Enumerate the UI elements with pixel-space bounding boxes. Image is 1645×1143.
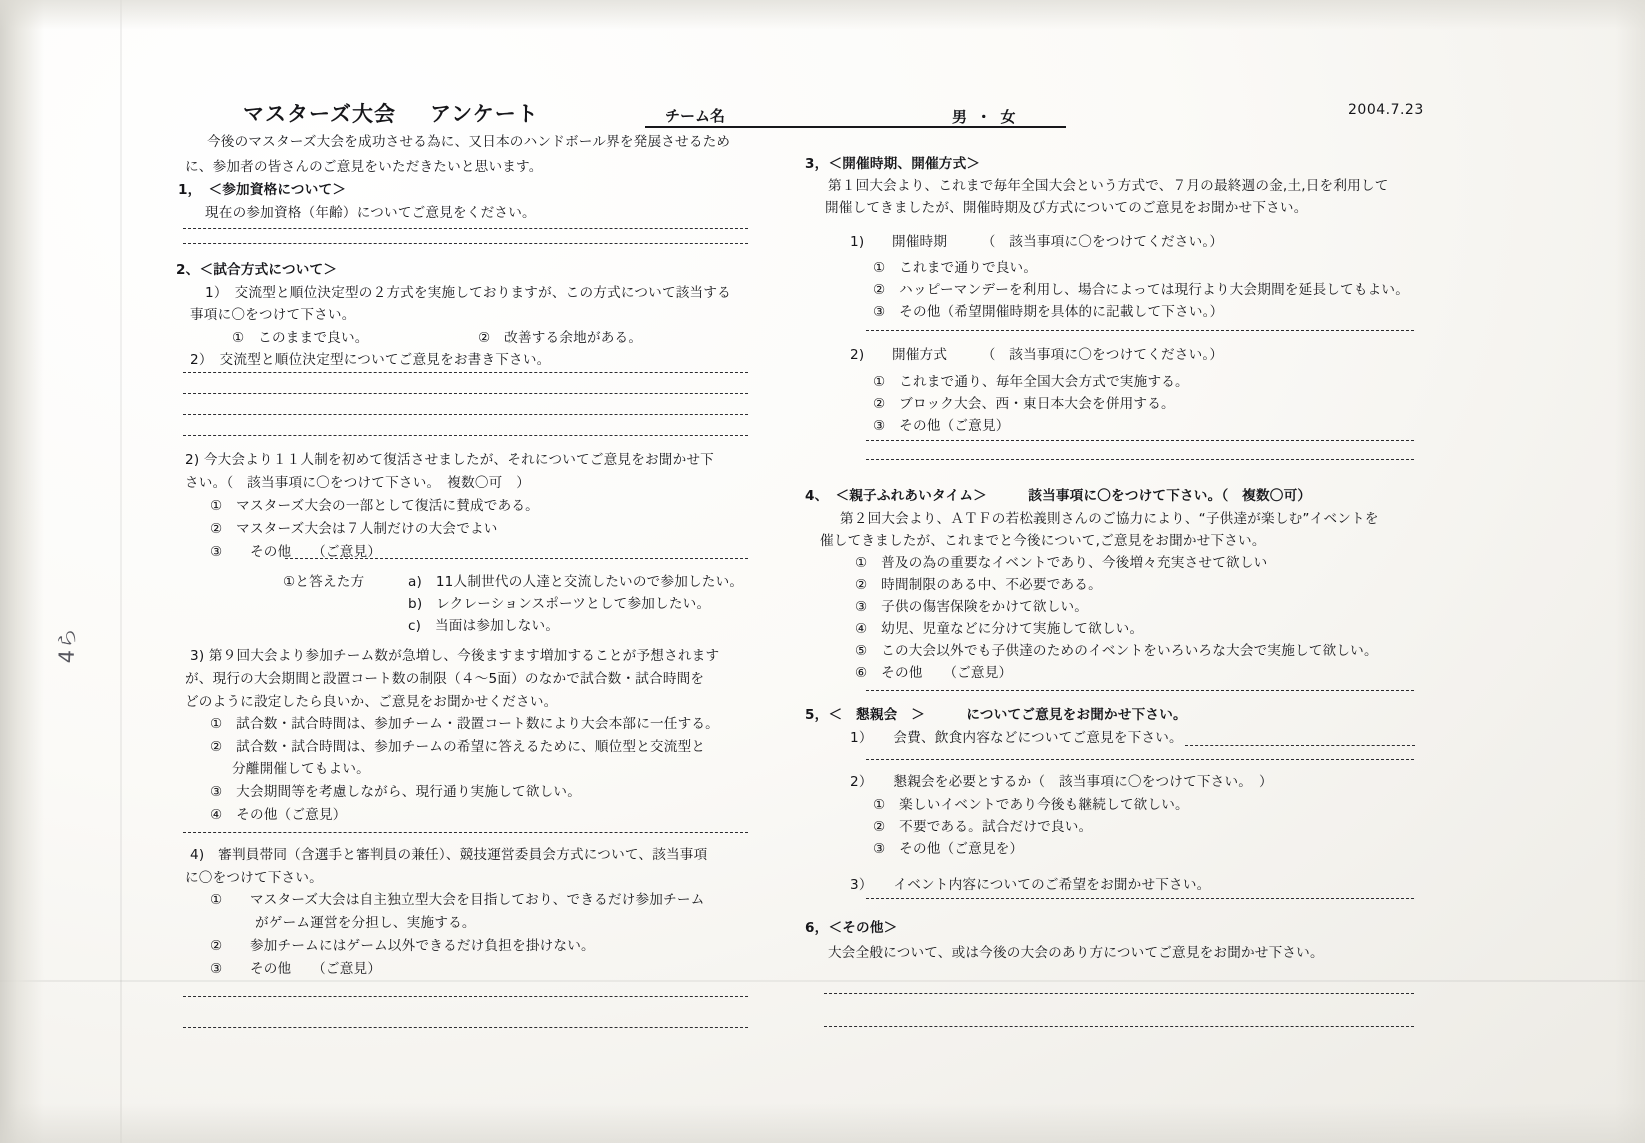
answer-line[interactable] xyxy=(866,759,1414,760)
answer-line[interactable] xyxy=(183,435,748,436)
q3-sub2-option-2[interactable]: ② ブロック大会、西・東日本大会を併用する。 xyxy=(873,396,1175,412)
title-main: マスターズ大会 xyxy=(243,102,396,126)
q2-sub4-option-1[interactable]: ① 試合数・試合時間は、参加チーム・設置コート数により大会本部に一任する。 xyxy=(210,716,719,732)
q2-heading: 2、＜試合方式について＞ xyxy=(176,262,338,278)
q2-branch-option-c[interactable]: c) 当面は参加しない。 xyxy=(408,618,560,634)
q3-sub1-option-1[interactable]: ① これまで通りで良い。 xyxy=(873,260,1038,276)
q2-sub4-line-1: 3) 第９回大会より参加チーム数が急増し、今後ますます増加することが予想されます xyxy=(190,648,720,664)
q2-sub4-option-4[interactable]: ④ その他（ご意見） xyxy=(210,807,347,823)
answer-line[interactable] xyxy=(285,558,748,559)
q3-sub1-option-2[interactable]: ② ハッピーマンデーを利用し、場合によっては現行より大会期間を延長してもよい。 xyxy=(873,282,1410,298)
q6-heading: 6，＜その他＞ xyxy=(805,920,898,936)
answer-line[interactable] xyxy=(866,898,1414,899)
scan-edge-shadow-right xyxy=(1615,0,1645,1143)
q4-option-2[interactable]: ② 時間制限のある中、不必要である。 xyxy=(855,577,1102,593)
answer-line[interactable] xyxy=(183,372,748,373)
q2-sub1-line-2: 事項に〇をつけて下さい。 xyxy=(190,307,356,323)
q4-option-1[interactable]: ① 普及の為の重要なイベントであり、今後増々充実させて欲しい xyxy=(855,555,1268,571)
q4-option-3[interactable]: ③ 子供の傷害保険をかけて欲しい。 xyxy=(855,599,1089,615)
q4-option-4[interactable]: ④ 幼児、児童などに分けて実施して欲しい。 xyxy=(855,621,1144,637)
q3-heading: 3，＜開催時期、開催方式＞ xyxy=(805,156,981,172)
q2-sub5-option-1-line-2: がゲーム運営を分担し、実施する。 xyxy=(255,915,476,931)
q2-sub4-option-3[interactable]: ③ 大会期間等を考慮しながら、現行通り実施して欲しい。 xyxy=(210,784,582,800)
answer-line[interactable] xyxy=(866,690,1414,691)
q3-sub1-option-3[interactable]: ③ その他（希望開催時期を具体的に記載して下さい。） xyxy=(873,304,1224,320)
q3-sub2-option-3[interactable]: ③ その他（ご意見） xyxy=(873,418,1010,434)
q5-heading: 5，＜ 懇親会 ＞ についてご意見をお聞かせ下さい。 xyxy=(805,707,1187,723)
q5-sub1: 1） 会費、飲食内容などについてご意見を下さい。 xyxy=(850,730,1183,746)
answer-line[interactable] xyxy=(183,393,748,394)
q5-sub2-option-1[interactable]: ① 楽しいイベントであり今後も継続して欲しい。 xyxy=(873,797,1189,813)
q2-sub4-option-2-line-2: 分離開催してもよい。 xyxy=(232,761,370,777)
q2-sub5-line-2: に〇をつけて下さい。 xyxy=(185,870,323,886)
page-title xyxy=(243,98,539,128)
q2-sub5-option-2[interactable]: ② 参加チームにはゲーム以外できるだけ負担を掛けない。 xyxy=(210,938,595,954)
team-name-label: チーム名 xyxy=(665,107,726,125)
q3-sub2-option-1[interactable]: ① これまで通り、毎年全国大会方式で実施する。 xyxy=(873,374,1189,390)
header-rule xyxy=(645,126,1066,128)
scan-edge-shadow-top xyxy=(0,0,1645,30)
q4-line-1: 第２回大会より、ＡＴＦの若松義則さんのご協力により、“子供達が楽しむ”イベントを xyxy=(840,511,1379,527)
answer-line[interactable] xyxy=(183,228,748,229)
answer-line[interactable] xyxy=(183,996,748,997)
q2-sub2-line: 2） 交流型と順位決定型についてご意見をお書き下さい。 xyxy=(190,352,551,368)
intro-line-1: 今後のマスターズ大会を成功させる為に、又日本のハンドボール界を発展させるため xyxy=(207,134,731,150)
q1-heading: 1， ＜参加資格について＞ xyxy=(178,182,347,198)
q2-sub4-line-2: が、現行の大会期間と設置コート数の制限（４～5面）のなかで試合数・試合時間を xyxy=(185,671,705,687)
q5-sub2: 2） 懇親会を必要とするか（ 該当事項に〇をつけて下さい。 ） xyxy=(850,774,1273,790)
answer-line[interactable] xyxy=(183,832,748,833)
q3-sub2-heading: 2) 開催方式 （ 該当事項に〇をつけてください。） xyxy=(850,347,1224,363)
q5-sub3: 3） イベント内容についてのご希望をお聞かせ下さい。 xyxy=(850,877,1211,893)
q4-line-2: 催してきましたが、これまでと今後について,ご意見をお聞かせ下さい。 xyxy=(820,533,1266,549)
q2-sub5-option-1-line-1[interactable]: ① マスターズ大会は自主独立型大会を目指しており、できるだけ参加チーム xyxy=(210,892,705,908)
q2-sub1-option-1[interactable]: ① このままで良い。 xyxy=(232,330,369,346)
answer-line[interactable] xyxy=(866,330,1414,331)
q2-sub1-option-2[interactable]: ② 改善する余地がある。 xyxy=(478,330,643,346)
q2-branch-option-a[interactable]: a) 11人制世代の人達と交流したいので参加したい。 xyxy=(408,574,744,590)
q2-sub4-line-3: どのように設定したら良いか、ご意見をお聞かせください。 xyxy=(185,694,558,710)
q6-line-1: 大会全般について、或は今後の大会のあり方についてご意見をお聞かせ下さい。 xyxy=(828,945,1324,961)
answer-line[interactable] xyxy=(824,993,1414,994)
q2-sub3-option-3[interactable]: ③ その他 （ご意見） xyxy=(210,544,382,560)
scan-edge-shadow-left xyxy=(0,0,44,1143)
q2-sub3-option-2[interactable]: ② マスターズ大会は７人制だけの大会でよい xyxy=(210,521,498,537)
q2-sub5-line-1: 4) 審判員帯同（含選手と審判員の兼任）、競技運営委員会方式について、該当事項 xyxy=(190,847,708,863)
q2-sub3-line-2: さい。（ 該当事項に〇をつけて下さい。 複数〇可 ） xyxy=(185,475,531,491)
q3-sub1-heading: 1) 開催時期 （ 該当事項に〇をつけてください。） xyxy=(850,234,1224,250)
handwritten-side-mark: 4ら xyxy=(54,626,80,664)
q2-branch-option-b[interactable]: b) レクレーションスポーツとして参加したい。 xyxy=(408,596,711,612)
q2-branch-label: ①と答えた方 xyxy=(283,574,365,590)
q4-heading: 4、 ＜親子ふれあいタイム＞ 該当事項に〇をつけて下さい。（ 複数〇可） xyxy=(805,488,1312,504)
answer-line[interactable] xyxy=(1185,745,1415,746)
document-date: 2004.7.23 xyxy=(1348,102,1424,118)
answer-line[interactable] xyxy=(866,440,1414,441)
answer-line[interactable] xyxy=(183,243,748,244)
q2-sub3-line-1: 2) 今大会より１１人制を初めて復活させましたが、それについてご意見をお聞かせ下 xyxy=(185,452,714,468)
answer-line[interactable] xyxy=(866,459,1414,460)
q2-sub5-option-3[interactable]: ③ その他 （ご意見） xyxy=(210,961,382,977)
answer-line[interactable] xyxy=(183,1027,748,1028)
q5-sub2-option-3[interactable]: ③ その他（ご意見を） xyxy=(873,841,1024,857)
q4-option-6[interactable]: ⑥ その他 （ご意見） xyxy=(855,665,1013,681)
scan-edge-shadow-bottom xyxy=(0,1103,1645,1143)
intro-line-2: に、参加者の皆さんのご意見をいただきたいと思います。 xyxy=(185,159,543,175)
q2-sub4-option-2-line-1[interactable]: ② 試合数・試合時間は、参加チームの希望に答えるために、順位型と交流型と xyxy=(210,739,706,755)
answer-line[interactable] xyxy=(824,1026,1414,1027)
q2-sub3-option-1[interactable]: ① マスターズ大会の一部として復活に賛成である。 xyxy=(210,498,539,514)
q1-line-1: 現在の参加資格（年齢）についてご意見をください。 xyxy=(205,205,536,221)
q3-line-1: 第１回大会より、これまで毎年全国大会という方式で、７月の最終週の金,土,日を利用して xyxy=(828,178,1389,194)
gender-label: 男 ・ 女 xyxy=(952,108,1018,126)
q3-line-2: 開催してきましたが、開催時期及び方式についてのご意見をお聞かせ下さい。 xyxy=(825,200,1308,216)
answer-line[interactable] xyxy=(183,414,748,415)
q2-sub1-line-1: 1） 交流型と順位決定型の２方式を実施しておりますが、この方式について該当する xyxy=(205,285,731,301)
title-sub: アンケート xyxy=(429,102,539,126)
q5-sub2-option-2[interactable]: ② 不要である。試合だけで良い。 xyxy=(873,819,1093,835)
q4-option-5[interactable]: ⑤ この大会以外でも子供達のためのイベントをいろいろな大会で実施して欲しい。 xyxy=(855,643,1378,659)
